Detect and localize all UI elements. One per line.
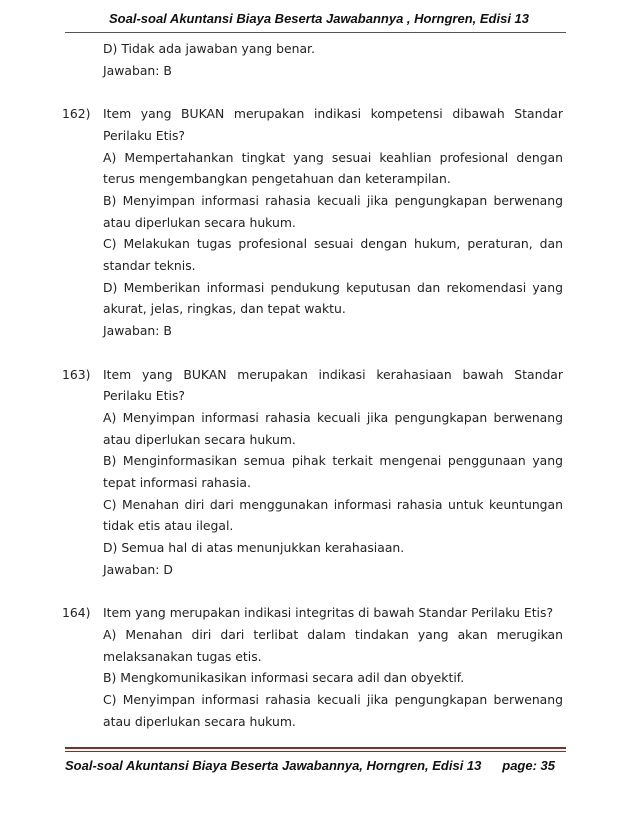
page-number: page: 35 [502,758,555,773]
option-b: B) Mengkomunikasikan informasi secara adil dan obyektif. [103,670,465,686]
option-d: D) Tidak ada jawaban yang benar. [103,41,315,56]
document-body [62,38,563,732]
option-a: A) Menyimpan informasi rahasia kecuali jika pengungkapan berwenang atau diperlukan secara hukum. [103,409,563,447]
header-divider [65,32,566,33]
footer-divider [65,747,566,752]
option-a: A) Menahan diri dari terlibat dalam tindakan yang akan merugikan melaksanakan tugas etis. [103,626,563,664]
question-number: 162) [62,106,91,122]
question-text: Item yang merupakan indikasi integritas di bawah Standar Perilaku Etis? [103,605,554,621]
option-c: C) Menyimpan informasi rahasia kecuali jika pengungkapan berwenang atau diperlukan secara hukum. [103,692,563,729]
answer: Jawaban: B [103,62,172,78]
answer: Jawaban: B [103,323,172,339]
option-d: D) Memberikan informasi pendukung keputusan dan rekomendasi yang akurat, jelas, ringkas, dan tepat waktu. [103,279,563,317]
option-b: B) Menginformasikan semua pihak terkait mengenai penggunaan yang tepat informasi rahasia. [103,453,563,491]
option-c: C) Menahan diri dari menggunakan informasi rahasia untuk keuntungan tidak etis atau ilegal. [103,496,563,534]
footer-title: Soal-soal Akuntansi Biaya Beserta Jawabannya, Horngren, Edisi 13 [65,758,482,773]
question-text: Item yang BUKAN merupakan indikasi kerahasiaan bawah Standar Perilaku Etis? [103,366,563,404]
option-a: A) Mempertahankan tingkat yang sesuai keahlian profesional dengan terus mengembangkan pengetahuan dan keterampilan. [103,149,563,187]
question-162 [62,103,563,342]
question-text: Item yang BUKAN merupakan indikasi kompetensi dibawah Standar Perilaku Etis? [103,106,563,143]
question-163 [62,364,563,581]
page-footer [65,758,555,773]
question-164 [62,602,563,732]
option-d: D) Semua hal di atas menunjukkan kerahasiaan. [103,540,405,556]
option-b: B) Menyimpan informasi rahasia kecuali jika pengungkapan berwenang atau diperlukan secara hukum. [103,192,563,230]
answer: Jawaban: D [103,561,173,577]
question-number: 163) [62,366,91,382]
option-c: C) Melakukan tugas profesional sesuai dengan hukum, peraturan, dan standar teknis. [103,236,563,274]
page-header: Soal-soal Akuntansi Biaya Beserta Jawabannya , Horngren, Edisi 13 [109,11,529,26]
question-number: 164) [62,605,91,621]
